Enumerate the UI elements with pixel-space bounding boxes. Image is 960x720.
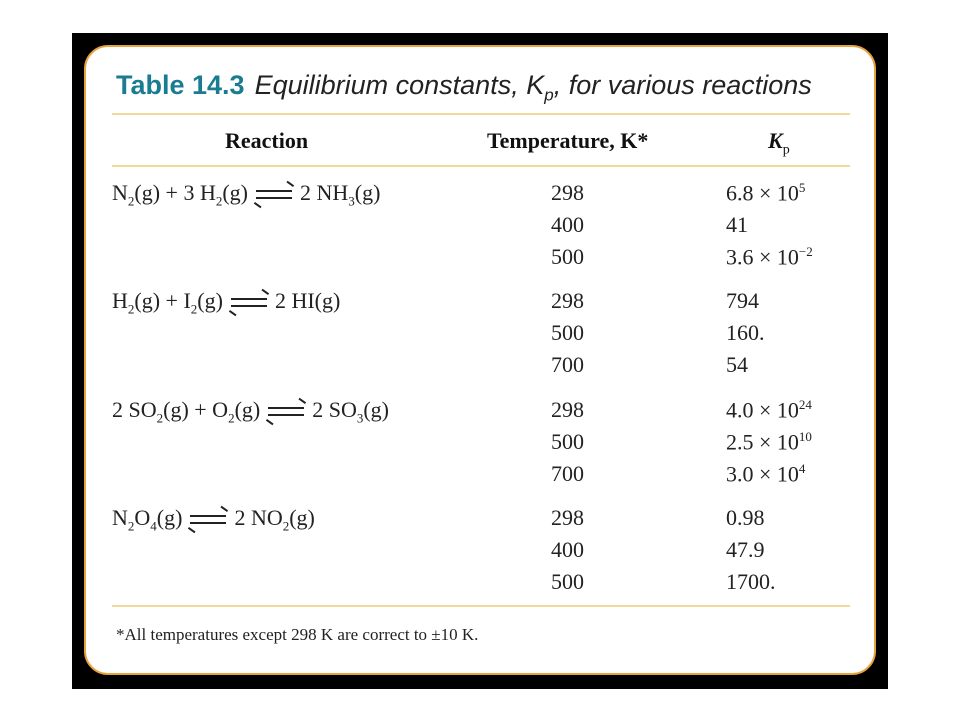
formula-part: (g) — [197, 288, 223, 313]
formula-part: 10 — [798, 429, 812, 444]
formula-part: −2 — [798, 244, 813, 259]
formula-part: (g) — [289, 505, 315, 530]
bottom-rule — [112, 605, 850, 607]
formula-part: 160. — [726, 320, 765, 345]
kp-value — [726, 320, 765, 346]
kp-value — [726, 244, 813, 270]
formula-part: 3 — [348, 193, 355, 209]
temperature-value: 500 — [551, 244, 584, 269]
header-kp — [768, 128, 790, 158]
formula-part: (g) + 3 H — [134, 180, 216, 205]
table-label: Table 14.3 — [116, 70, 245, 100]
temperature-value: 500 — [551, 320, 584, 345]
temperature-value: 298 — [551, 397, 584, 422]
kp-value — [726, 569, 776, 595]
kp-value — [726, 537, 765, 563]
temperature-value: 298 — [551, 505, 584, 530]
kp-value — [726, 180, 805, 206]
formula-part: (g) + I — [134, 288, 191, 313]
formula-part: (g) — [354, 180, 381, 205]
formula-part: N — [112, 505, 128, 530]
formula-part: 24 — [798, 397, 812, 412]
formula-part: 3.0 × 10 — [726, 461, 799, 487]
table-caption — [116, 70, 812, 105]
formula-part: 2 — [228, 410, 235, 426]
equilibrium-arrow-icon — [268, 405, 304, 419]
formula-part: 3 — [356, 410, 364, 426]
caption-symbol-sub: p — [544, 85, 554, 105]
formula-part: H — [112, 288, 128, 313]
kp-value — [726, 352, 748, 378]
formula-part: 2 — [127, 301, 135, 317]
caption-text-post: , for various reactions — [553, 70, 812, 100]
temperature-value: 500 — [551, 569, 584, 594]
formula-part: 4 — [150, 518, 157, 534]
formula-part: 2 HI(g) — [274, 288, 341, 313]
formula-part: 2 — [156, 410, 164, 426]
equilibrium-arrow-icon — [231, 296, 267, 310]
formula-part: 2.5 × 10 — [726, 429, 799, 455]
kp-symbol: K — [768, 128, 783, 153]
top-rule — [112, 113, 850, 115]
formula-part: 2 NO — [234, 505, 283, 530]
equilibrium-arrow-icon — [256, 188, 292, 202]
footnote: *All temperatures except 298 K are correct to ±10 K. — [116, 625, 479, 644]
formula-part: 3.6 × 10 — [726, 244, 799, 270]
temperature-value: 298 — [551, 180, 584, 205]
temperature-value: 400 — [551, 537, 584, 562]
kp-value — [726, 505, 765, 531]
formula-part: 5 — [798, 180, 806, 195]
formula-part: 41 — [726, 212, 748, 237]
caption-text-pre: Equilibrium constants, — [254, 70, 527, 100]
formula-part: 794 — [726, 288, 759, 313]
temperature-value: 700 — [551, 352, 584, 377]
formula-part: 4.0 × 10 — [726, 397, 799, 423]
reaction-equation — [112, 180, 380, 209]
formula-part: 0.98 — [726, 505, 765, 530]
formula-part: 2 NH — [300, 180, 349, 205]
formula-part: 2 — [282, 518, 290, 534]
temperature-value: 298 — [551, 288, 584, 313]
formula-part: 2 — [190, 301, 198, 317]
formula-part: 2 — [215, 193, 223, 209]
formula-part: (g) — [234, 397, 261, 422]
formula-part: (g) + O — [163, 397, 229, 422]
kp-value — [726, 397, 812, 423]
kp-value — [726, 288, 759, 314]
reaction-equation — [112, 288, 340, 317]
formula-part: 2 SO — [312, 397, 357, 422]
formula-part: 2 — [127, 518, 135, 534]
formula-part: 2 — [127, 193, 135, 209]
header-reaction: Reaction — [225, 128, 309, 153]
equilibrium-arrow-icon — [190, 513, 226, 527]
kp-value — [726, 461, 805, 487]
kp-value — [726, 429, 812, 455]
formula-part: (g) — [156, 505, 183, 530]
header-temperature: Temperature, K* — [487, 128, 649, 153]
formula-part: 1700. — [726, 569, 776, 594]
kp-value — [726, 212, 748, 238]
kp-subscript: p — [782, 142, 790, 158]
temperature-value: 400 — [551, 212, 584, 237]
formula-part: 4 — [798, 461, 806, 476]
reaction-equation — [112, 505, 315, 534]
formula-part: 54 — [726, 352, 748, 377]
temperature-value: 700 — [551, 461, 584, 486]
formula-part: 6.8 × 10 — [726, 180, 799, 206]
formula-part: N — [112, 180, 128, 205]
formula-part: (g) — [363, 397, 390, 422]
formula-part: O — [134, 505, 151, 530]
header-rule — [112, 165, 850, 167]
formula-part: 2 SO — [112, 397, 157, 422]
formula-part: (g) — [222, 180, 248, 205]
formula-part: 47.9 — [726, 537, 765, 562]
caption-symbol: K — [526, 70, 545, 100]
reaction-equation — [112, 397, 389, 426]
temperature-value: 500 — [551, 429, 584, 454]
